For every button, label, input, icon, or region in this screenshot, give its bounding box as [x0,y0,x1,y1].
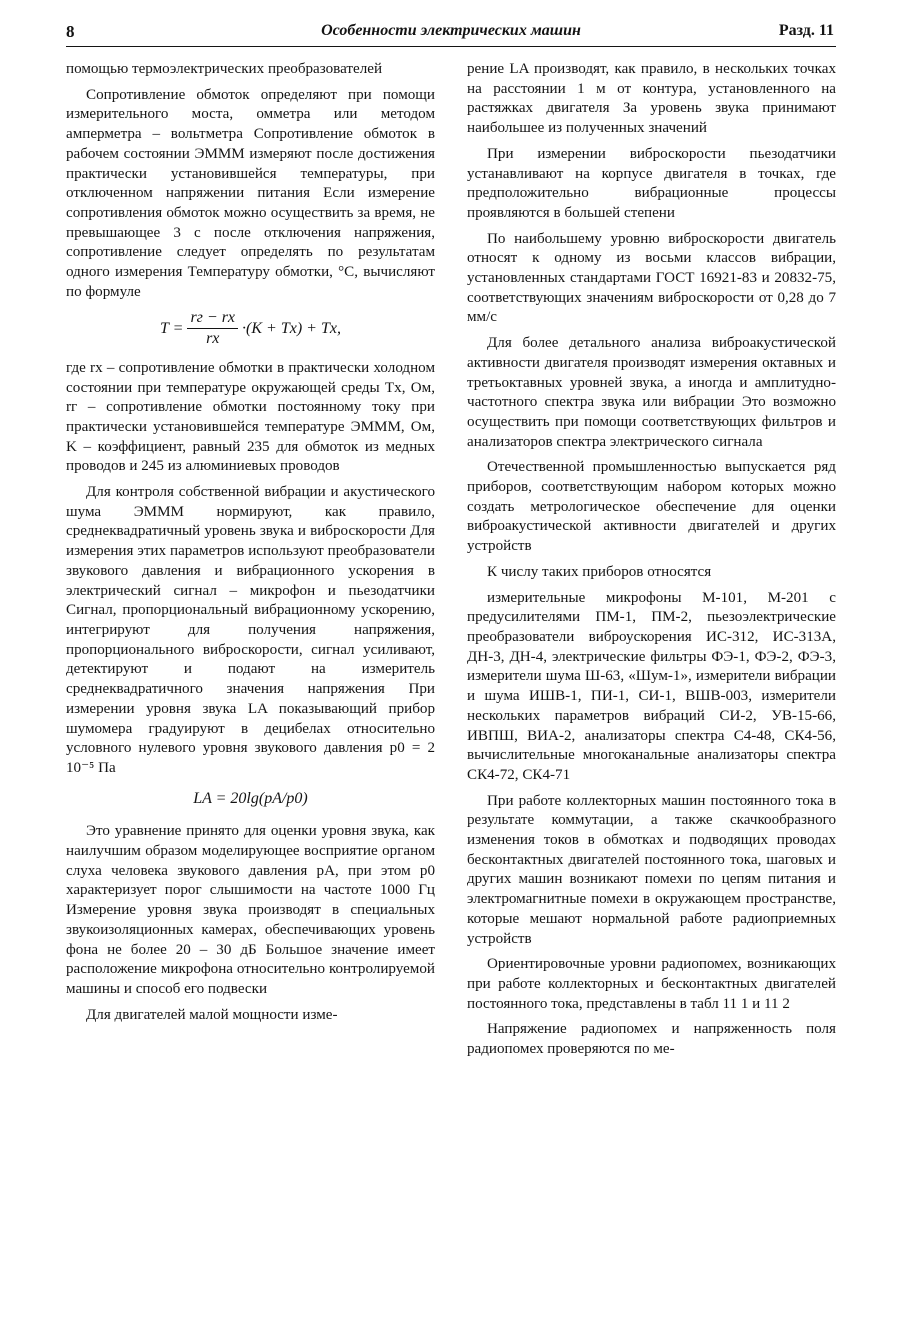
paragraph: где rx – сопротивление обмотки в практически холодном состоянии при температуре окружающей среды Tx, Ом, rг – сопротивление обмотки постоянному току при практически установившейся температуре ЭММM, Ом, K – коэффициент, равный 235 для обмоток из медных проводов и 245 из алюминиевых проводов [66,359,435,475]
paragraph: Ориентировочные уровни радиопомех, возникающих при работе коллекторных и бесконтактных двигателей постоянного тока, представлены в табл 11 1 и 11 2 [467,956,836,1012]
sound-level-formula: LA = 20lg(pA/p0) [193,789,308,807]
page-number: 8 [66,22,75,41]
formula-fraction [187,308,238,348]
paragraph: помощью термоэлектрических преобразователей [66,61,383,77]
right-column [467,60,836,1066]
section-label: Разд. 11 [778,22,834,39]
formula-numerator: rг − rx [187,308,238,329]
paragraph: рение LA производят, как правило, в нескольких точках на расстоянии 1 м от контура, установленного на растяжках двигателя За уровень звука принимают наибольшее из полученных значений [467,61,836,137]
paragraph: Напряжение радиопомех и напряженность поля радиопомех проверяются по ме- [467,1021,836,1058]
paragraph: Отечественной промышленностью выпускается ряд приборов, соответствующим набором которых можно создать метрологическое обеспечение для оценки виброакустической активности двигателей и других устройств [467,459,836,555]
formula-denominator: rx [206,330,220,348]
paragraph: Для более детального анализа виброакустической активности двигателя производят измерения октавных и третьоктавных уровней звука, а иногда и амплитудно-частотного спектра звука или вибрации Это возможно осуществить при помощи соответствующих фильтров и анализаторов спектра электрического сигнала [467,335,836,450]
paragraph: Это уравнение принято для оценки уровня звука, как наилучшим образом моделирующее восприятие органом слуха человека звукового давления pA, при этом p0 характеризует порог слышимости на частоте 1000 Гц Измерение уровня звука производят в специальных звукоизоляционных камерах, обеспечивающих уровень фона не более 20 – 30 дБ Большое значение имеет расположение микрофона относительно контролируемой машины и способ его подвески [66,823,435,997]
paragraph: При измерении виброскорости пьезодатчики устанавливают на корпусе двигателя в точках, где предположительно вибрационные процессы проявляются в большей степени [467,145,836,221]
paragraph: Сопротивление обмоток определяют при помощи измерительного моста, омметра или методом амперметра – вольтметра Сопротивление обмоток в рабочем состоянии ЭММM измеряют после достижения практически установившейся температуры, при отключенном напряжении питания Если измерение сопротивления обмоток можно осуществить за время, не превышающее 3 с после отключения напряжения, сопротивление следует определять по результатам одного измерения Температуру обмотки, °С, вычисляют по формуле [66,86,435,300]
paragraph: При работе коллекторных машин постоянного тока в результате коммутации, а также скачкообразного изменения токов в обмотках и подводящих проводах бесконтактных двигателей постоянного тока, шаговых и других машин возникают помехи по цепям питания и электромагнитные помехи в окружающем пространстве, которые мешают нормальной работе радиоприемных устройств [467,792,836,947]
page-header [66,22,836,47]
running-title: Особенности электрических машин [321,22,581,39]
paragraph: По наибольшему уровню виброскорости двигатель относят к одному из восьми классов вибрации, установленных стандартами ГОСТ 16921-83 и 20832-75, соответствующих значениям виброскорости от 0,28 до 7 мм/с [467,230,836,326]
paragraph: измерительные микрофоны М-101, М-201 с предусилителями ПМ-1, ПМ-2, пьезоэлектрические преобразователи виброускорения ИС-312, ИС-313А, ДН-3, ДН-4, электрические фильтры ФЭ-1, ФЭ-2, ФЭ-3, измерители шума Ш-63, «Шум-1», измерители вибрации и шума ИШВ-1, ПИ-1, СИ-1, ВШВ-003, измерители нескольких параметров вибраций СИ-2, УВ-15-66, ИВПШ, ВИА-2, анализаторы спектра С4-48, СК4-56, вычислительные многоканальные анализаторы спектра СК4-72, СК4-71 [467,589,836,783]
paragraph: К числу таких приборов относятся [487,563,712,580]
left-column [66,60,435,1031]
formula-rhs: ·(K + Tx) + Tx, [242,319,341,337]
paragraph: Для контроля собственной вибрации и акустического шума ЭММM нормируют, как правило, среднеквадратичный уровень звука и виброскорости Для измерения этих параметров используют преобразователи звукового давления и вибрационного ускорения в электрический сигнал – микрофон и пьезодатчики Сигнал, пропорциональный вибрационному ускорению, интегрируют для получения напряжения, пропорционального виброскорости, сигнал усиливают, детектируют и подают на измеритель среднеквадратичного значения напряжения При измерении уровня звука LA показывающий прибор шумомера градуируют в децибелах относительно условного нулевого уровня звукового давления p0 = 2 10⁻⁵ Па [66,484,435,776]
formula-lhs: T = [160,319,184,337]
temperature-formula [66,308,435,348]
paragraph: Для двигателей малой мощности изме- [86,1006,338,1023]
